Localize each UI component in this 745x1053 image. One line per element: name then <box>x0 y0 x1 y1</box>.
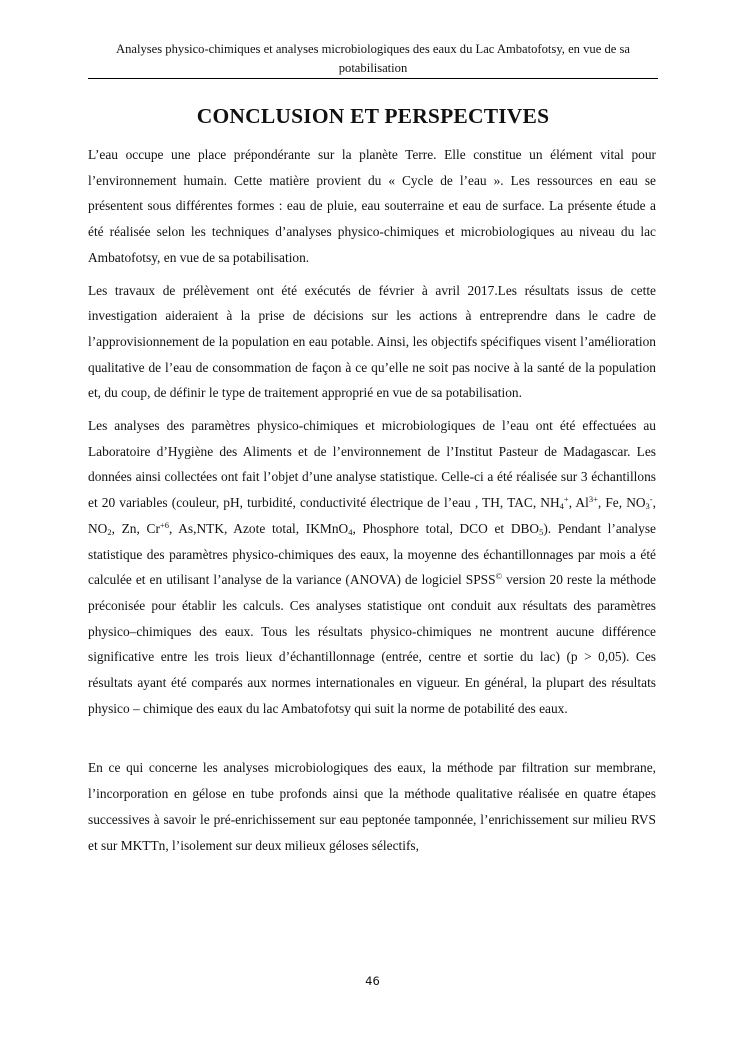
text-span: , Phosphore total, DCO et DBO <box>352 520 540 536</box>
running-header: Analyses physico-chimiques et analyses microbiologiques des eaux du Lac Ambatofotsy, en vue de sa potabilisation <box>115 42 630 75</box>
header-divider <box>88 78 658 79</box>
page-number: 46 <box>365 974 380 988</box>
text-span: Les analyses des paramètres physico-chimiques et microbiologiques de l’eau ont été effectuées au Laboratoire d’Hygiène des Aliments et de l’environnement de l’Institut Pasteur de Madagascar. Les données ainsi collectées ont fait l’objet d’une analyse statistique. Celle-ci a été réalisée sur 3 échantillons et 20 variables (couleur, pH, turbidité, conductivité électrique de l’eau , TH, TAC, NH <box>88 418 656 511</box>
superscript: 3+ <box>588 494 598 505</box>
text-span: ). Pendant l’analyse statistique des paramètres physico-chimiques des eaux, la moyenne des échantillonnages par mois a été calculée et en utilisant l’analyse de la variance (ANOVA) de logiciel SPSS <box>88 520 656 588</box>
superscript: +6 <box>159 519 169 530</box>
text-span: , As,NTK, Azote total, IKMnO <box>168 520 349 536</box>
superscript: © <box>495 571 503 582</box>
text-span: version 20 reste la méthode préconisée pour établir les calculs. Ces analyses statistique ont conduit aux résultats des paramètres physico–chimiques des eaux. Tous les résultats physico-chimiques ne montrent aucune différence significative entre les trois lieux d’échantillonnage (entrée, centre et sortie du lac) (p > 0,05). Ces résultats ayant été comparés aux normes internationales en vigueur. En général, la plupart des résultats physico – chimique des eaux du lac Ambatofotsy qui suit la norme de potabilité des eaux. <box>88 572 657 716</box>
text-span: , Zn, Cr <box>111 520 160 536</box>
text-span: , Al <box>568 495 589 511</box>
page-title: CONCLUSION ET PERSPECTIVES <box>196 104 550 128</box>
subscript: 2 <box>107 526 112 537</box>
subscript: 3 <box>645 501 650 512</box>
subscript: 4 <box>348 526 353 537</box>
superscript: - <box>649 494 653 505</box>
subscript: 4 <box>559 501 564 512</box>
text-span: , Fe, NO <box>597 495 646 511</box>
superscript: + <box>563 494 569 505</box>
paragraph-physico-chemical <box>88 413 656 721</box>
text-span: , NO <box>88 495 656 536</box>
paragraph-intro: L’eau occupe une place prépondérante sur la planète Terre. Elle constitue un élément vital pour l’environnement humain. Cette matière provient du « Cycle de l’eau ». Les ressources en eau se présentent sous différentes formes : eau de pluie, eau souterraine et eau de surface. La présente étude a été réalisée selon les techniques d’analyses physico-chimiques et microbiologiques au niveau du lac Ambatofotsy, en vue de sa potabilisation. <box>88 147 656 265</box>
subscript: 5 <box>539 526 544 537</box>
paragraph-microbiological: En ce qui concerne les analyses microbiologiques des eaux, la méthode par filtration sur membrane, l’incorporation en gélose en tube profonds ainsi que la méthode qualitative réalisée en quatre étapes successives à savoir le pré-enrichissement sur eau peptonée tamponnée, l’enrichissement sur milieu RVS et sur MKTTn, l’isolement sur deux milieux géloses sélectifs, <box>88 760 656 853</box>
paragraph-objectives: Les travaux de prélèvement ont été exécutés de février à avril 2017.Les résultats issus de cette investigation aideraient à la prise de décisions sur les actions à entreprendre dans le cadre de l’approvisionnement de la population en eau potable. Ainsi, les objectifs spécifiques visent l’amélioration qualitative de l’eau de consommation de façon à ce qu’elle ne soit pas nocive à la santé de la population et, du coup, de définir le type de traitement approprié en vue de sa potabilisation. <box>88 282 656 401</box>
document-body <box>88 142 656 858</box>
